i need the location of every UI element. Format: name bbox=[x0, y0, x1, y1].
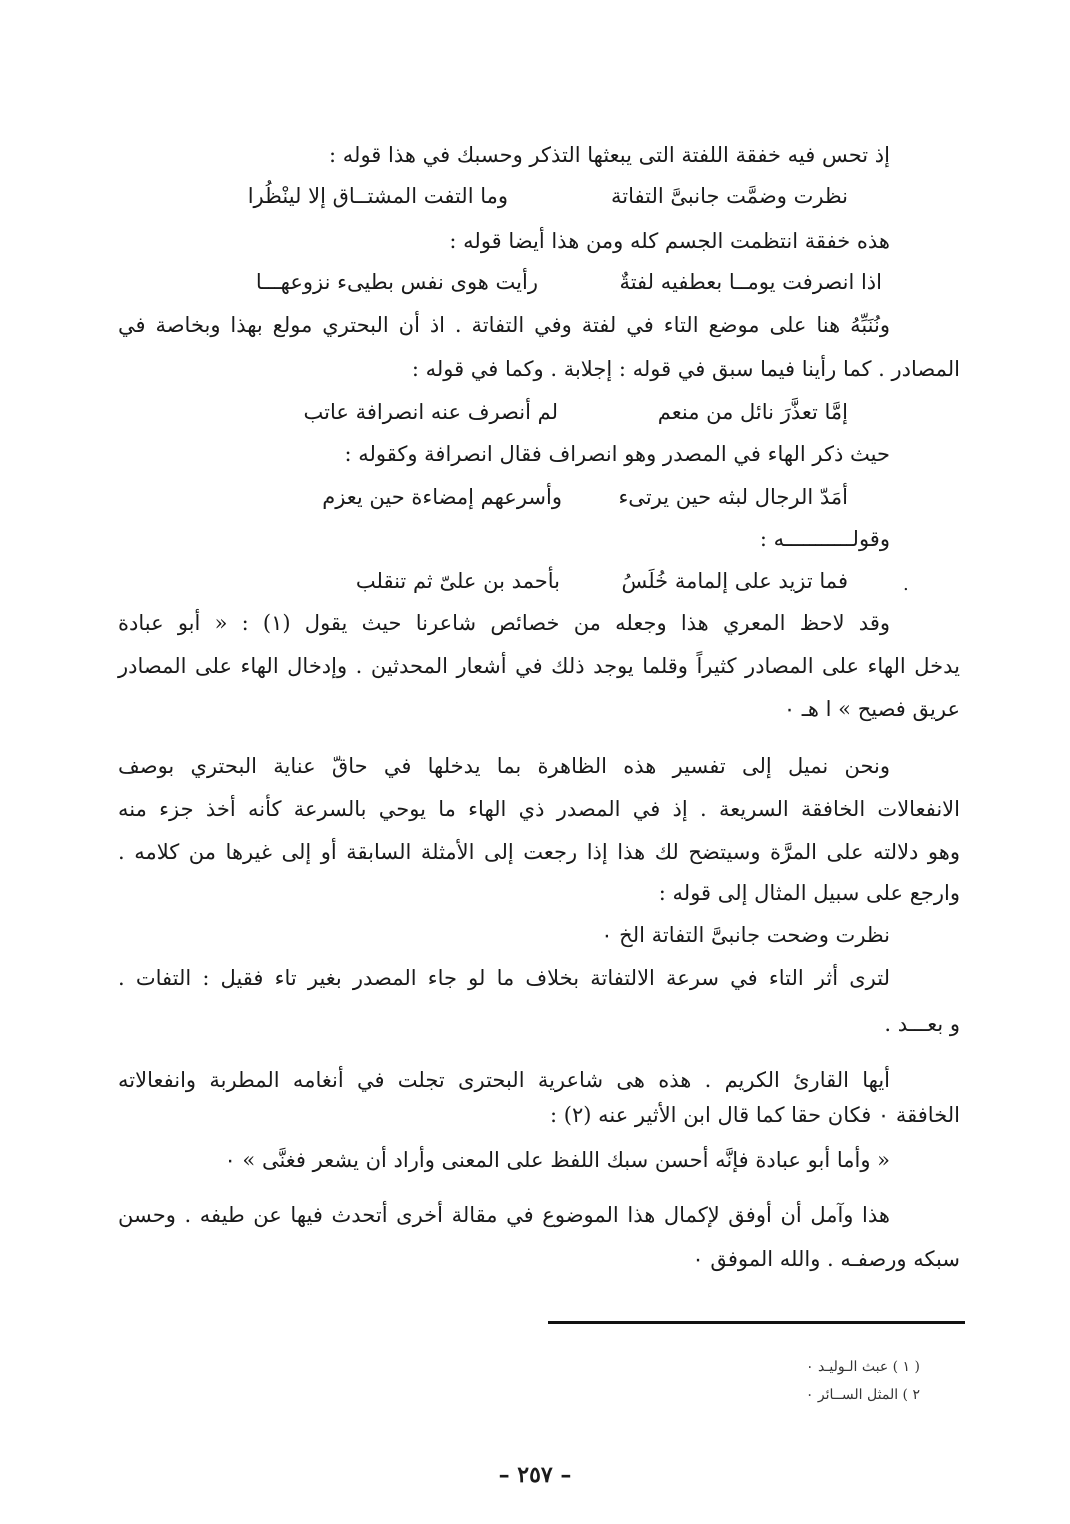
footnote: ( ١ ) عبث الـوليـد ٠ bbox=[805, 1359, 920, 1375]
text-line: الانفعالات الخافقة السريعة . إذ في المصدر ذي الهاء ما يوحي بالسرعة كأنه أخذ جزء منه bbox=[118, 797, 960, 821]
page-number: – ٢٥٧ – bbox=[498, 1462, 572, 1488]
verse-hemistich-left: وأسرعهم إمضاءة حين يعزم bbox=[322, 485, 562, 509]
text-line: ونحن نميل إلى تفسير هذه الظاهرة بما يدخلها في حاقّ عناية البحتري بوصف bbox=[118, 754, 890, 778]
text-line: و بعـــد . bbox=[884, 1012, 960, 1036]
verse-hemistich-left: لم أنصرف عنه انصرافة عاتب bbox=[303, 400, 558, 424]
text-line: وقد لاحظ المعري هذا وجعله من خصائص شاعرنا حيث يقول (١) : « أبو عبادة bbox=[118, 611, 891, 635]
verse-hemistich-right: نظرت وضمَّت جانبىَّ التفاتة bbox=[611, 184, 848, 208]
verse-hemistich-left: رأيت هوى نفس بطيىء نزوعهـــا bbox=[255, 270, 538, 294]
text-line: أيها القارئ الكريم . هذه هى شاعرية البحترى تجلت في أنغامه المطربة وانفعالاته bbox=[118, 1068, 890, 1092]
stray-mark: . bbox=[903, 574, 909, 595]
verse-hemistich-left: وما التفت المشتــاق إلا لينْظُرا bbox=[247, 184, 508, 208]
text-line: الخافقة ٠ فكان حقا كما قال ابن الأثير عنه (٢) : bbox=[550, 1103, 960, 1127]
text-line: المصادر . كما رأينا فيما سبق في قوله : إجلابة . وكما في قوله : bbox=[411, 357, 960, 381]
verse-hemistich-right: إمَّا تعذَّرَ نائل من منعم bbox=[657, 400, 848, 424]
text-line: وارجع على سبيل المثال إلى قوله : bbox=[658, 881, 960, 905]
text-line: سبكه ورصفـه . والله الموفق ٠ bbox=[692, 1247, 960, 1271]
text-line: حيث ذكر الهاء في المصدر وهو انصراف فقال انصرافة وكقوله : bbox=[344, 442, 890, 466]
verse-hemistich-right: أمَدّ الرجال لبثه حين يرتىء bbox=[618, 485, 848, 509]
footnote-separator bbox=[548, 1321, 965, 1324]
text-line: لترى أثر التاء في سرعة الالتفاتة بخلاف ما لو جاء المصدر بغير تاء فقيل : التفات . bbox=[118, 966, 890, 990]
verse-hemistich-right: اذا انصرفت يومــا بعطفيه لفتةٌ bbox=[619, 270, 882, 294]
text-line: عريق فصيح » ا هـ ٠ bbox=[783, 697, 960, 721]
text-line: إذ تحس فيه خفقة اللفتة التى يبعثها التذكر وحسبك في هذا قوله : bbox=[329, 143, 890, 167]
text-line: يدخل الهاء على المصادر كثيراً وقلما يوجد ذلك في أشعار المحدثين . وإدخال الهاء على المصادر bbox=[118, 654, 960, 678]
verse-hemistich-right: فما تزيد على إلمامة خُلَسُ bbox=[621, 569, 848, 593]
text-line: نظرت وضحت جانبىَّ التفاتة الخ ٠ bbox=[601, 923, 890, 947]
footnote: ٢ ) المثل الســائر ٠ bbox=[805, 1387, 920, 1403]
verse-hemistich-left: بأحمد بن علىّ ثم تنقلب bbox=[355, 569, 560, 593]
text-line: وقولـــــــــــه : bbox=[759, 527, 890, 551]
text-line: وهو دلالته على المرَّة وسيتضح لك هذا إذا رجعت إلى الأمثلة السابقة أو إلى غيرها من كلامه . bbox=[118, 840, 960, 864]
text-line: ونُنَبِّهُ هنا على موضع التاء في لفتة وفي التفاتة . اذ أن البحتري مولع بهذا وبخاصة في bbox=[118, 313, 890, 337]
text-line: هذا وآمل أن أوفق لإكمال هذا الموضوع في مقالة أخرى أتحدث فيها عن طيفه . وحسن bbox=[118, 1203, 890, 1227]
text-line: « وأما أبو عبادة فإنَّه أحسن سبك اللفظ على المعنى وأراد أن يشعر فغنَّى » ٠ bbox=[224, 1148, 890, 1172]
text-line: هذه خفقة انتظمت الجسم كله ومن هذا أيضا قوله : bbox=[449, 229, 890, 253]
